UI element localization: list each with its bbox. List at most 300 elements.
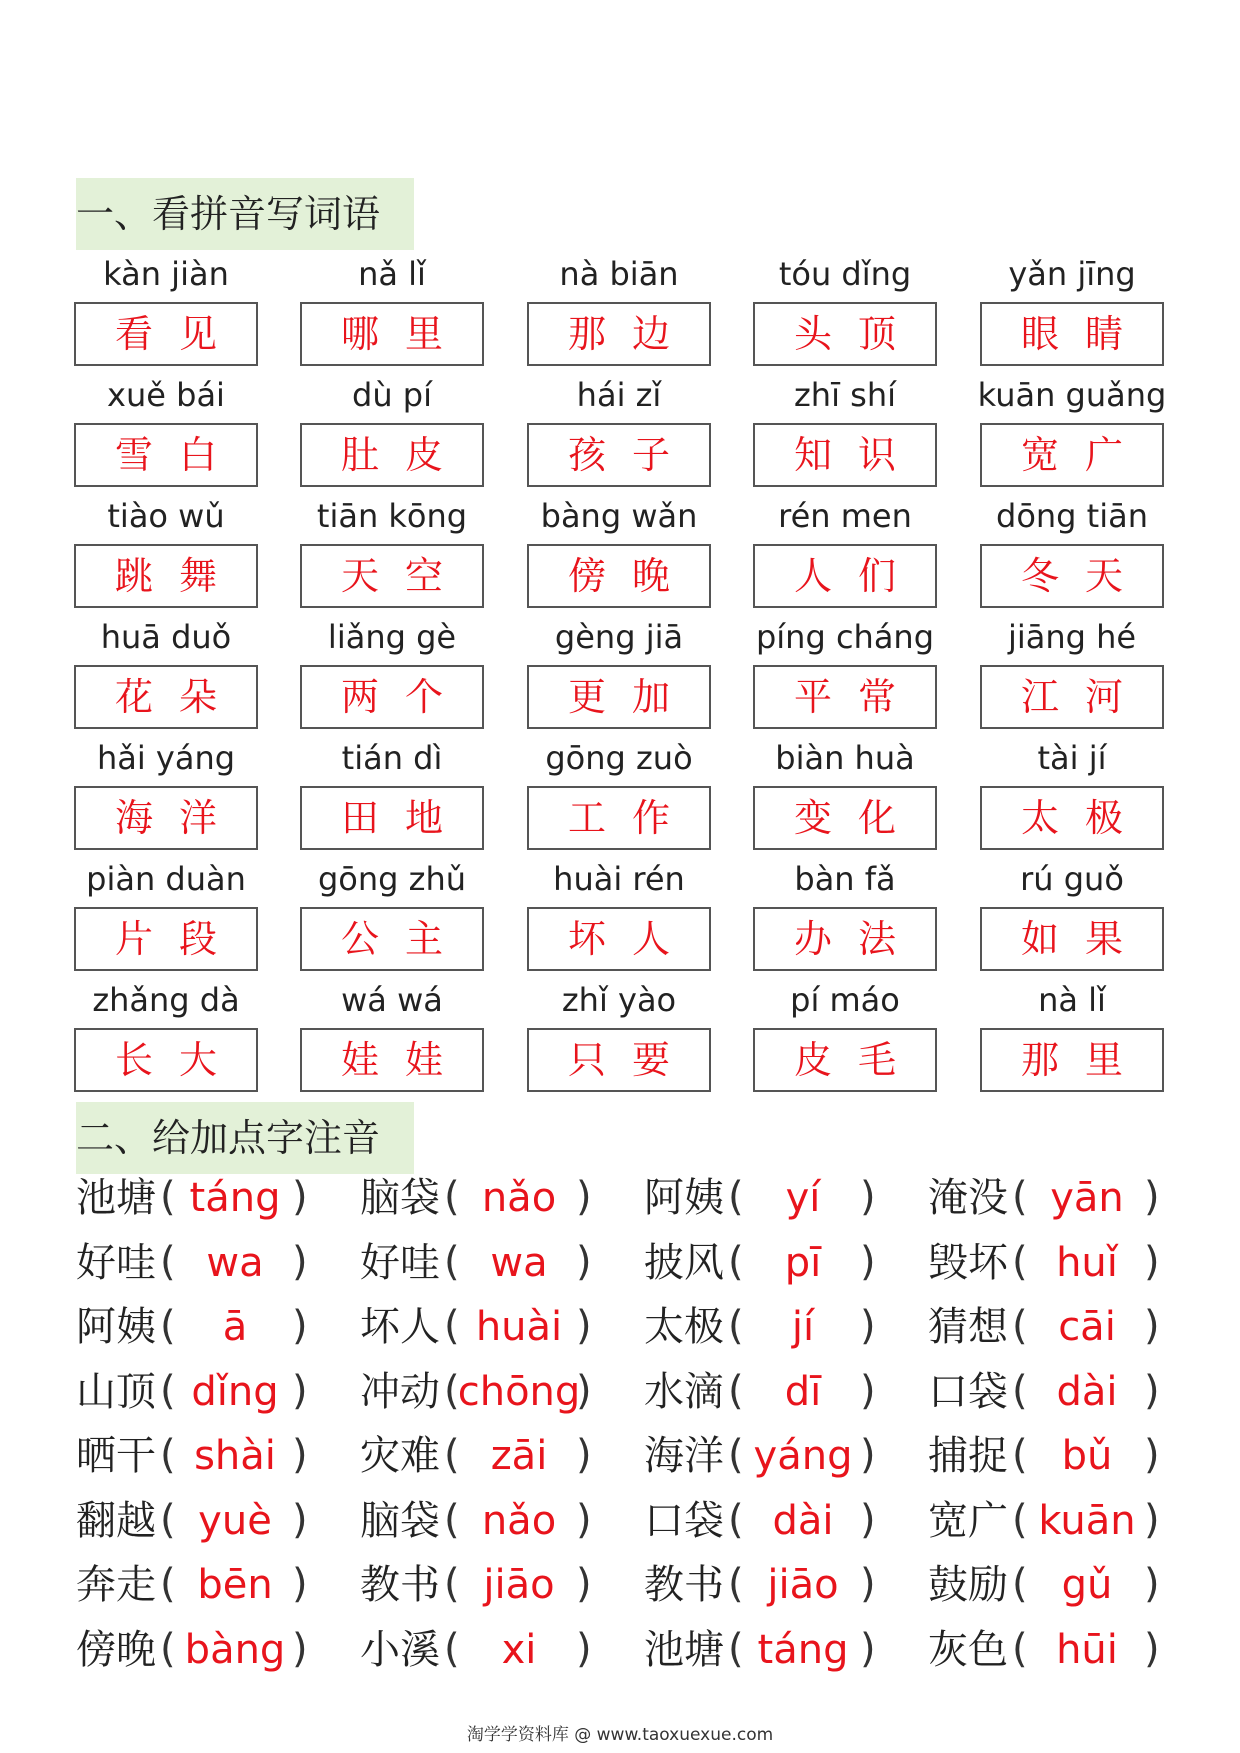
pinyin-prompt: gōng zuò <box>545 739 693 777</box>
answer-text: 皮毛 <box>793 1038 922 1082</box>
word-cell <box>980 855 1164 973</box>
answer-box[interactable] <box>300 1028 484 1092</box>
answer-text: 办法 <box>793 917 922 961</box>
open-paren: ( <box>160 1367 176 1414</box>
close-paren: ) <box>292 1238 308 1285</box>
annotation-word: 口袋 <box>928 1368 1008 1415</box>
answer-text: 天空 <box>340 554 469 598</box>
annotation-word: 教书 <box>360 1562 440 1608</box>
word-cell <box>74 492 258 610</box>
annotation-pinyin[interactable]: jiāo <box>767 1562 839 1608</box>
open-paren: ( <box>1012 1238 1028 1285</box>
open-paren: ( <box>444 1174 460 1220</box>
annotation-pinyin[interactable]: nǎo <box>481 1497 557 1544</box>
annotation-pinyin[interactable]: wa <box>206 1239 264 1286</box>
pinyin-prompt: dù pí <box>352 376 432 414</box>
answer-box[interactable] <box>527 1028 711 1092</box>
annotation-item <box>928 1362 1208 1422</box>
word-cell <box>980 613 1164 731</box>
close-paren: ) <box>860 1367 876 1414</box>
pinyin-prompt: dōng tiān <box>996 497 1148 535</box>
word-cell <box>753 613 937 731</box>
annotation-item <box>644 1233 924 1293</box>
answer-text: 眼睛 <box>1020 312 1149 356</box>
annotation-pinyin[interactable]: pī <box>784 1239 822 1286</box>
close-paren: ) <box>576 1496 592 1543</box>
annotation-word: 宽广 <box>928 1497 1008 1544</box>
open-paren: ( <box>444 1432 460 1478</box>
answer-box[interactable] <box>300 665 484 729</box>
annotation-word: 教书 <box>644 1562 724 1608</box>
annotation-pinyin[interactable]: bēn <box>197 1562 273 1608</box>
answer-text: 田地 <box>340 796 469 840</box>
annotation-word: 太极 <box>644 1304 724 1350</box>
annotation-item <box>360 1362 640 1422</box>
annotation-word: 猜想 <box>928 1304 1008 1350</box>
word-cell <box>74 976 258 1094</box>
word-cell <box>527 250 711 368</box>
answer-box[interactable] <box>980 302 1164 366</box>
annotation-item <box>928 1491 1208 1551</box>
answer-text: 坏人 <box>567 917 696 961</box>
annotation-item <box>76 1426 356 1486</box>
open-paren: ( <box>728 1238 744 1285</box>
annotation-item <box>76 1555 356 1615</box>
annotation-item <box>360 1233 640 1293</box>
word-cell <box>74 613 258 731</box>
open-paren: ( <box>1012 1432 1028 1478</box>
open-paren: ( <box>444 1561 460 1607</box>
answer-text: 公主 <box>340 917 469 961</box>
answer-box[interactable] <box>980 1028 1164 1092</box>
word-cell <box>527 855 711 973</box>
answer-text: 只要 <box>567 1038 696 1082</box>
word-cell <box>753 371 937 489</box>
answer-box[interactable] <box>527 423 711 487</box>
pinyin-prompt: tiān kōng <box>316 497 468 535</box>
answer-box[interactable] <box>300 907 484 971</box>
annotation-item <box>76 1620 356 1680</box>
open-paren: ( <box>1012 1561 1028 1607</box>
close-paren: ) <box>1144 1496 1160 1543</box>
pinyin-prompt: hǎi yáng <box>96 739 236 777</box>
answer-text: 宽广 <box>1020 433 1149 477</box>
close-paren: ) <box>292 1303 308 1349</box>
annotation-word: 口袋 <box>644 1497 724 1544</box>
answer-box[interactable] <box>753 786 937 850</box>
annotation-item <box>360 1555 640 1615</box>
answer-text: 看见 <box>114 312 243 356</box>
answer-box[interactable] <box>74 544 258 608</box>
annotation-pinyin[interactable]: xi <box>501 1626 537 1673</box>
close-paren: ) <box>576 1625 592 1672</box>
open-paren: ( <box>160 1625 176 1672</box>
open-paren: ( <box>1012 1496 1028 1543</box>
word-cell <box>300 250 484 368</box>
answer-text: 肚皮 <box>340 433 469 477</box>
answer-box[interactable] <box>980 786 1164 850</box>
open-paren: ( <box>1012 1303 1028 1349</box>
pinyin-prompt: huài rén <box>553 860 685 898</box>
pinyin-prompt: piàn duàn <box>86 860 246 898</box>
annotation-pinyin[interactable]: táng <box>189 1175 281 1221</box>
annotation-pinyin[interactable]: dài <box>772 1497 834 1544</box>
annotation-pinyin[interactable]: shài <box>194 1433 276 1479</box>
annotation-word: 奔走 <box>76 1562 156 1608</box>
close-paren: ) <box>860 1625 876 1672</box>
word-cell <box>527 613 711 731</box>
annotation-item <box>928 1620 1208 1680</box>
pinyin-prompt: kàn jiàn <box>103 255 229 293</box>
annotation-pinyin[interactable]: jiāo <box>483 1562 555 1608</box>
word-cell <box>74 250 258 368</box>
annotation-item <box>360 1168 640 1228</box>
close-paren: ) <box>292 1367 308 1414</box>
annotation-item <box>360 1491 640 1551</box>
word-cell <box>74 371 258 489</box>
word-cell <box>753 492 937 610</box>
word-cell <box>74 855 258 973</box>
open-paren: ( <box>444 1496 460 1543</box>
answer-box[interactable] <box>74 786 258 850</box>
open-paren: ( <box>1012 1174 1028 1220</box>
annotation-word: 毁坏 <box>928 1239 1008 1286</box>
close-paren: ) <box>576 1432 592 1478</box>
close-paren: ) <box>292 1174 308 1220</box>
close-paren: ) <box>292 1432 308 1478</box>
annotation-pinyin[interactable]: táng <box>757 1626 849 1673</box>
close-paren: ) <box>860 1303 876 1349</box>
answer-text: 雪白 <box>114 433 243 477</box>
answer-box[interactable] <box>527 907 711 971</box>
annotation-item <box>644 1168 924 1228</box>
pinyin-prompt: liǎng gè <box>327 618 457 656</box>
annotation-item <box>928 1297 1208 1357</box>
open-paren: ( <box>160 1561 176 1607</box>
answer-box[interactable] <box>300 423 484 487</box>
annotation-item <box>76 1233 356 1293</box>
open-paren: ( <box>444 1367 460 1414</box>
word-cell <box>753 250 937 368</box>
close-paren: ) <box>860 1238 876 1285</box>
annotation-pinyin[interactable]: wa <box>490 1239 548 1286</box>
annotation-pinyin[interactable]: dī <box>784 1368 822 1415</box>
annotation-word: 捕捉 <box>928 1433 1008 1479</box>
annotation-pinyin[interactable]: yān <box>1050 1175 1124 1221</box>
answer-box[interactable] <box>753 665 937 729</box>
annotation-word: 淹没 <box>928 1175 1008 1221</box>
close-paren: ) <box>860 1432 876 1478</box>
answer-text: 跳舞 <box>114 554 243 598</box>
answer-box[interactable] <box>74 302 258 366</box>
annotation-pinyin[interactable]: ā <box>222 1304 248 1350</box>
pinyin-prompt: bàn fǎ <box>794 860 896 898</box>
answer-text: 如果 <box>1020 917 1149 961</box>
annotation-pinyin[interactable]: huài <box>475 1304 563 1350</box>
word-cell <box>300 855 484 973</box>
answer-box[interactable] <box>980 423 1164 487</box>
pinyin-prompt: kuān guǎng <box>977 376 1167 414</box>
pinyin-prompt: gōng zhǔ <box>317 860 466 898</box>
close-paren: ) <box>576 1238 592 1285</box>
annotation-word: 傍晚 <box>76 1626 156 1673</box>
open-paren: ( <box>728 1625 744 1672</box>
close-paren: ) <box>1144 1432 1160 1478</box>
answer-box[interactable] <box>74 423 258 487</box>
open-paren: ( <box>728 1367 744 1414</box>
annotation-pinyin[interactable]: kuān <box>1038 1497 1136 1544</box>
annotation-word: 鼓励 <box>928 1562 1008 1608</box>
annotation-word: 披风 <box>644 1239 724 1286</box>
annotation-pinyin[interactable]: chōng <box>457 1368 581 1415</box>
word-cell <box>977 371 1167 489</box>
section-2-title: 二、给加点字注音 <box>76 1102 414 1174</box>
annotation-word: 海洋 <box>644 1433 724 1479</box>
annotation-word: 灾难 <box>360 1433 440 1479</box>
annotation-item <box>360 1297 640 1357</box>
pinyin-prompt: zhǎng dà <box>92 981 240 1019</box>
word-cell <box>980 976 1164 1094</box>
answer-text: 平常 <box>793 675 922 719</box>
annotation-word: 池塘 <box>76 1175 156 1221</box>
pinyin-prompt: nà lǐ <box>1038 981 1106 1019</box>
word-cell <box>527 976 711 1094</box>
word-cell <box>300 734 484 852</box>
answer-text: 长大 <box>114 1038 243 1082</box>
annotation-item <box>644 1297 924 1357</box>
annotation-word: 阿姨 <box>644 1175 724 1221</box>
open-paren: ( <box>728 1174 744 1220</box>
word-cell <box>300 976 484 1094</box>
pinyin-prompt: tiào wǔ <box>107 497 225 535</box>
answer-box[interactable] <box>527 786 711 850</box>
pinyin-prompt: tóu dǐng <box>778 255 912 293</box>
open-paren: ( <box>728 1303 744 1349</box>
close-paren: ) <box>576 1303 592 1349</box>
section-1-title: 一、看拼音写词语 <box>76 178 414 250</box>
annotation-item <box>76 1491 356 1551</box>
word-cell <box>753 855 937 973</box>
answer-box[interactable] <box>753 423 937 487</box>
annotation-pinyin[interactable]: yuè <box>198 1497 272 1544</box>
open-paren: ( <box>160 1496 176 1543</box>
answer-box[interactable] <box>300 302 484 366</box>
annotation-word: 脑袋 <box>360 1175 440 1221</box>
annotation-pinyin[interactable]: jí <box>791 1304 815 1350</box>
close-paren: ) <box>1144 1174 1160 1220</box>
answer-text: 知识 <box>793 433 922 477</box>
answer-box[interactable] <box>300 786 484 850</box>
answer-box[interactable] <box>300 544 484 608</box>
annotation-word: 翻越 <box>76 1497 156 1544</box>
open-paren: ( <box>160 1174 176 1220</box>
answer-text: 冬天 <box>1020 554 1149 598</box>
annotation-pinyin[interactable]: bàng <box>184 1626 286 1673</box>
answer-text: 两个 <box>340 675 469 719</box>
word-cell <box>527 734 711 852</box>
word-cell <box>753 734 937 852</box>
annotation-word: 好哇 <box>360 1239 440 1286</box>
word-cell <box>74 734 258 852</box>
close-paren: ) <box>576 1561 592 1607</box>
answer-box[interactable] <box>980 907 1164 971</box>
annotation-item <box>644 1620 924 1680</box>
annotation-item <box>928 1168 1208 1228</box>
answer-text: 哪里 <box>340 312 469 356</box>
open-paren: ( <box>444 1238 460 1285</box>
pinyin-prompt: tián dì <box>341 739 443 777</box>
pinyin-prompt: xuě bái <box>107 376 225 414</box>
annotation-item <box>76 1362 356 1422</box>
open-paren: ( <box>444 1303 460 1349</box>
answer-box[interactable] <box>753 302 937 366</box>
close-paren: ) <box>1144 1238 1160 1285</box>
answer-text: 人们 <box>793 554 922 598</box>
answer-text: 片段 <box>114 917 243 961</box>
annotation-item <box>644 1426 924 1486</box>
pinyin-prompt: tài jí <box>1037 739 1107 777</box>
pinyin-prompt: yǎn jīng <box>1008 255 1136 293</box>
word-cell <box>980 250 1164 368</box>
annotation-word: 坏人 <box>360 1304 440 1350</box>
annotation-pinyin[interactable]: yí <box>785 1175 821 1221</box>
annotation-item <box>644 1555 924 1615</box>
open-paren: ( <box>728 1496 744 1543</box>
word-cell <box>527 492 711 610</box>
answer-text: 工作 <box>567 796 696 840</box>
open-paren: ( <box>160 1303 176 1349</box>
pinyin-prompt: pí máo <box>790 981 900 1019</box>
annotation-word: 晒干 <box>76 1433 156 1479</box>
answer-box[interactable] <box>74 1028 258 1092</box>
pinyin-prompt: hái zǐ <box>576 376 662 414</box>
answer-box[interactable] <box>753 544 937 608</box>
annotation-item <box>644 1362 924 1422</box>
pinyin-prompt: píng cháng <box>755 618 935 656</box>
annotation-item <box>928 1426 1208 1486</box>
answer-text: 那边 <box>567 312 696 356</box>
pinyin-prompt: jiāng hé <box>1007 618 1137 656</box>
annotation-pinyin[interactable]: zāi <box>490 1433 548 1479</box>
annotation-pinyin[interactable]: yáng <box>753 1433 853 1479</box>
answer-text: 傍晚 <box>567 554 696 598</box>
answer-box[interactable] <box>74 907 258 971</box>
annotation-pinyin[interactable]: gǔ <box>1061 1562 1113 1608</box>
close-paren: ) <box>1144 1367 1160 1414</box>
pinyin-prompt: nǎ lǐ <box>358 255 426 293</box>
answer-box[interactable] <box>74 665 258 729</box>
answer-box[interactable] <box>980 544 1164 608</box>
annotation-item <box>360 1620 640 1680</box>
answer-text: 更加 <box>567 675 696 719</box>
answer-box[interactable] <box>527 544 711 608</box>
close-paren: ) <box>1144 1561 1160 1607</box>
annotation-word: 池塘 <box>644 1626 724 1673</box>
annotation-word: 好哇 <box>76 1239 156 1286</box>
pinyin-prompt: huā duǒ <box>100 618 232 656</box>
close-paren: ) <box>292 1625 308 1672</box>
annotation-item <box>76 1297 356 1357</box>
annotation-word: 小溪 <box>360 1626 440 1673</box>
answer-text: 娃娃 <box>340 1038 469 1082</box>
open-paren: ( <box>1012 1625 1028 1672</box>
answer-text: 头顶 <box>793 312 922 356</box>
word-cell <box>753 976 937 1094</box>
answer-text: 太极 <box>1020 796 1149 840</box>
pinyin-prompt: biàn huà <box>775 739 915 777</box>
pinyin-prompt: rú guǒ <box>1020 860 1124 898</box>
footer-watermark: 淘学学资料库 @ www.taoxuexue.com <box>466 1725 774 1745</box>
annotation-pinyin[interactable]: bǔ <box>1061 1433 1113 1479</box>
answer-text: 变化 <box>793 796 922 840</box>
annotation-word: 阿姨 <box>76 1304 156 1350</box>
annotation-word: 水滴 <box>644 1368 724 1415</box>
answer-box[interactable] <box>753 907 937 971</box>
annotation-pinyin[interactable]: dǐng <box>191 1368 279 1415</box>
annotation-item <box>928 1233 1208 1293</box>
open-paren: ( <box>160 1432 176 1478</box>
word-cell <box>527 371 711 489</box>
annotation-pinyin[interactable]: cāi <box>1058 1304 1116 1350</box>
answer-text: 孩子 <box>567 433 696 477</box>
close-paren: ) <box>576 1174 592 1220</box>
pinyin-prompt: zhǐ yào <box>561 981 677 1019</box>
pinyin-prompt: zhī shí <box>794 376 896 414</box>
answer-text: 那里 <box>1020 1038 1149 1082</box>
open-paren: ( <box>728 1432 744 1478</box>
pinyin-prompt: nà biān <box>559 255 679 293</box>
close-paren: ) <box>292 1496 308 1543</box>
open-paren: ( <box>728 1561 744 1607</box>
pinyin-prompt: wá wá <box>341 981 443 1019</box>
answer-box[interactable] <box>527 665 711 729</box>
word-cell <box>300 613 484 731</box>
close-paren: ) <box>860 1174 876 1220</box>
answer-text: 江河 <box>1020 675 1149 719</box>
annotation-pinyin[interactable]: hūi <box>1056 1626 1118 1673</box>
annotation-item <box>644 1491 924 1551</box>
word-cell <box>300 371 484 489</box>
annotation-item <box>360 1426 640 1486</box>
close-paren: ) <box>1144 1625 1160 1672</box>
word-cell <box>300 492 484 610</box>
annotation-pinyin[interactable]: huǐ <box>1056 1239 1118 1286</box>
close-paren: ) <box>1144 1303 1160 1349</box>
annotation-pinyin[interactable]: nǎo <box>481 1175 557 1221</box>
annotation-word: 灰色 <box>928 1626 1008 1673</box>
answer-box[interactable] <box>527 302 711 366</box>
open-paren: ( <box>444 1625 460 1672</box>
open-paren: ( <box>160 1238 176 1285</box>
close-paren: ) <box>292 1561 308 1607</box>
close-paren: ) <box>860 1496 876 1543</box>
answer-box[interactable] <box>980 665 1164 729</box>
open-paren: ( <box>1012 1367 1028 1414</box>
annotation-pinyin[interactable]: dài <box>1056 1368 1118 1415</box>
word-cell <box>980 492 1164 610</box>
answer-box[interactable] <box>753 1028 937 1092</box>
pinyin-prompt: bàng wǎn <box>540 497 698 535</box>
close-paren: ) <box>860 1561 876 1607</box>
word-cell <box>980 734 1164 852</box>
annotation-item <box>76 1168 356 1228</box>
annotation-item <box>928 1555 1208 1615</box>
pinyin-prompt: gèng jiā <box>554 618 684 656</box>
answer-text: 海洋 <box>114 796 243 840</box>
close-paren: ) <box>576 1367 592 1414</box>
annotation-word: 山顶 <box>76 1368 156 1415</box>
pinyin-prompt: rén men <box>778 497 912 535</box>
